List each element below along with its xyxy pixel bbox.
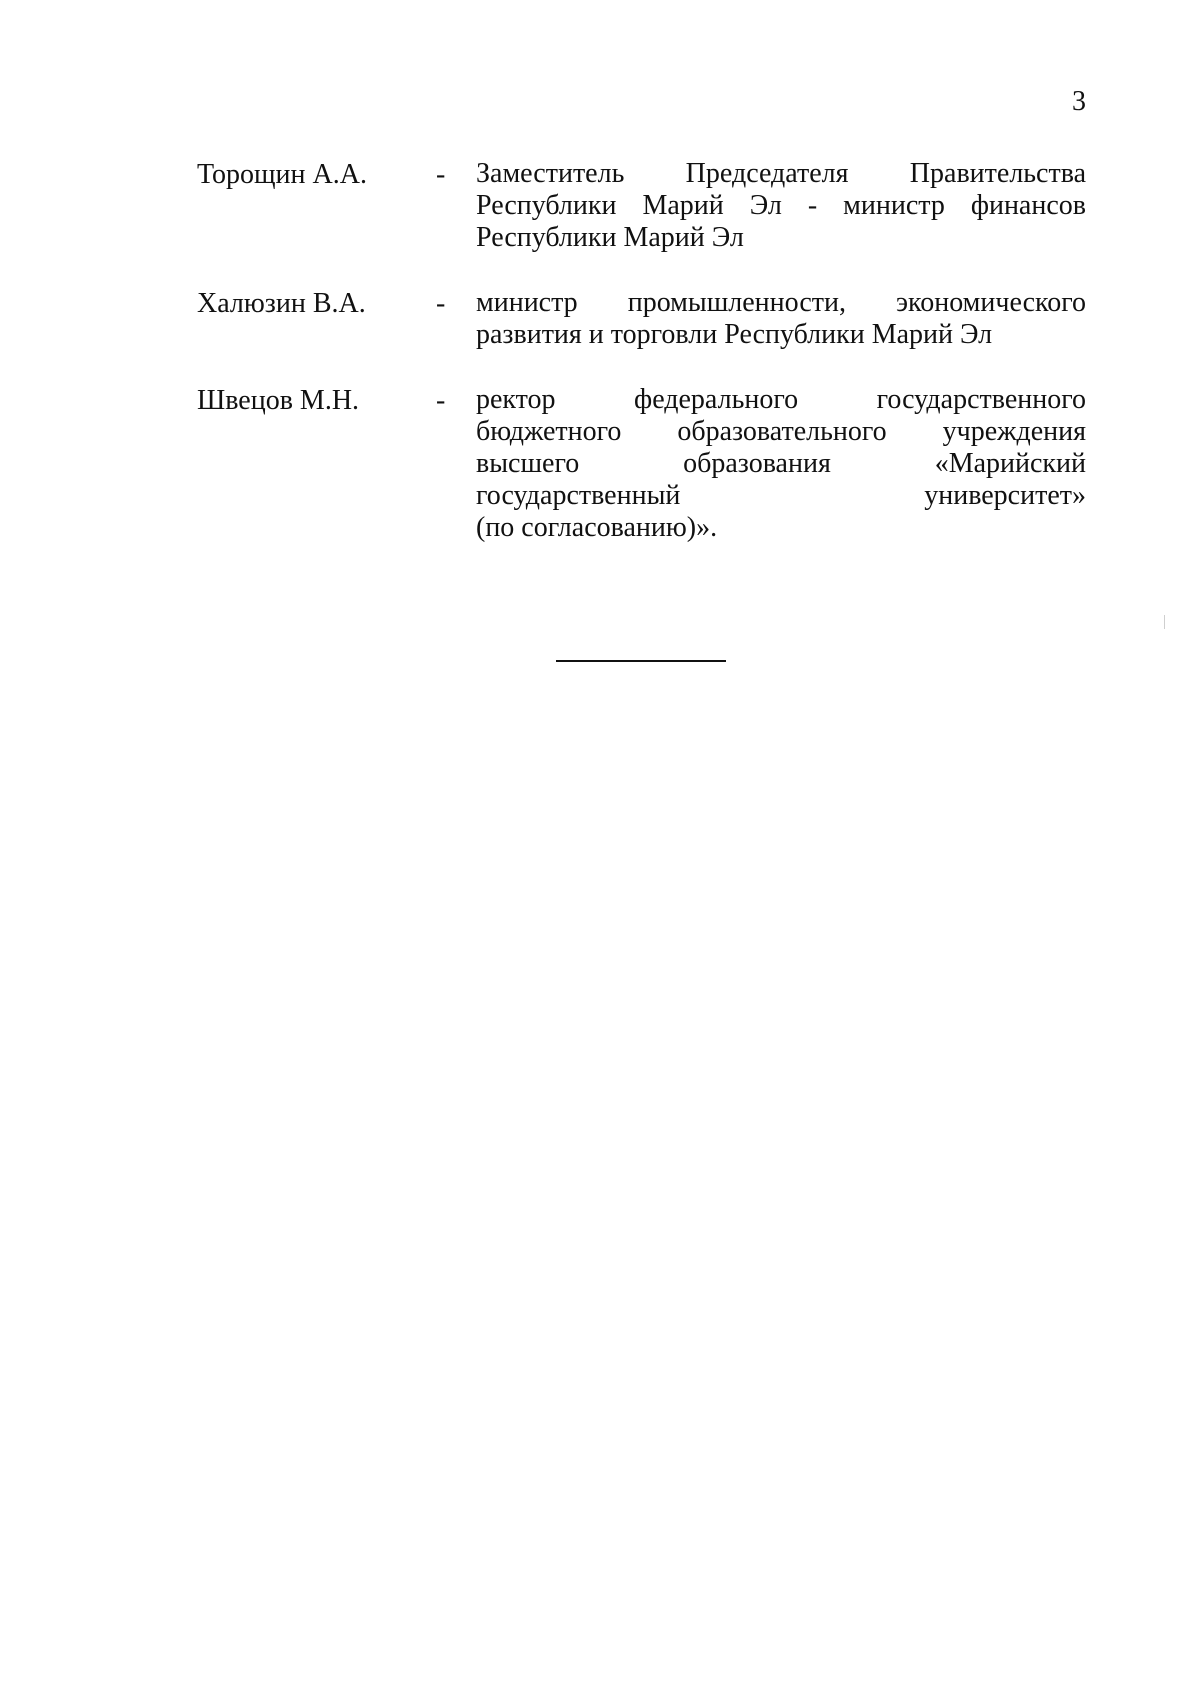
member-list [0,158,1200,544]
member-position [476,158,1086,254]
member-name: Халюзин В.А. [197,288,366,319]
member-position-line: ректор федерального государственного [476,384,1086,415]
member-position-line: развития и торговли Республики Марий Эл [476,319,993,350]
member-position-line: (по согласованию)». [476,512,718,543]
member-position-line: Республики Марий Эл - министр финансов [476,190,1086,221]
member-row [0,287,1200,351]
member-name: Швецов М.Н. [197,385,360,416]
document-end-rule [556,660,726,662]
member-name: Торощин А.А. [197,159,367,190]
member-position [476,287,1086,351]
member-dash: - [436,159,446,190]
member-position-line: Республики Марий Эл [476,222,744,253]
member-dash: - [436,385,446,416]
member-position-line: высшего образования «Марийский [476,448,1086,479]
member-position [476,384,1086,544]
member-row [0,384,1200,544]
member-position-line: государственный университет» [476,480,1086,511]
member-position-line: Заместитель Председателя Правительства [476,158,1086,189]
member-position-line: бюджетного образовательного учреждения [476,416,1086,447]
page-number: 3 [1072,86,1086,117]
member-position-line: министр промышленности, экономического [476,287,1086,318]
scan-edge-mark [1164,615,1165,629]
member-dash: - [436,288,446,319]
member-row [0,158,1200,254]
